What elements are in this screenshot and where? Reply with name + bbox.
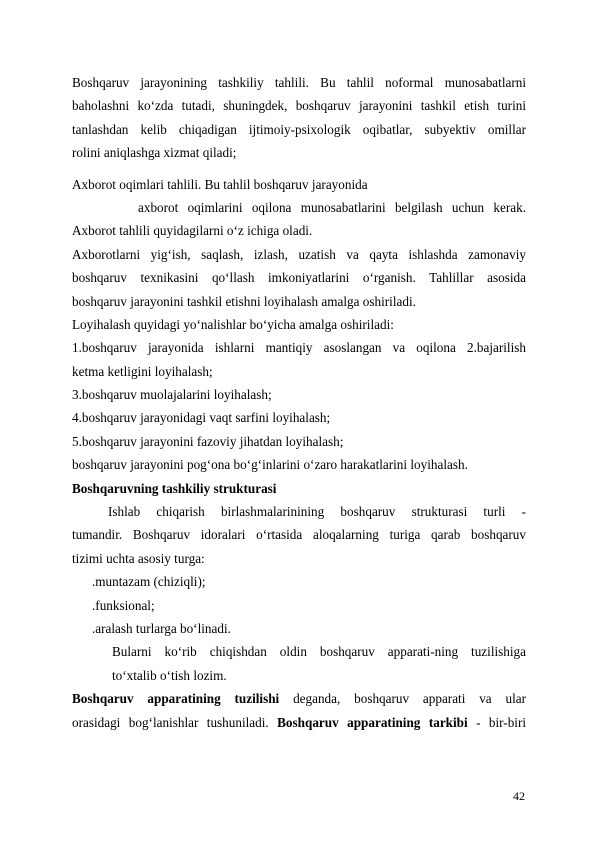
text-fragment: orasidagi bog‘lanishlar tushuniladi. (72, 714, 278, 730)
text-line: axborot oqimlarini oqilona munosabatlarini belgilash uchun kerak. (138, 199, 526, 215)
text-line: Boshqaruv jarayonining tashkiliy tahlili. Bu tahlil noformal munosabatlarni (72, 75, 526, 90)
text-line: tizimi uchta asosiy turga: (72, 550, 205, 566)
term-apparatus-composition: Boshqaruv apparatining tarkibi (277, 714, 468, 730)
term-apparatus-structure: Boshqaruv apparatining tuzilishi (72, 691, 280, 707)
text-line: Axborot oqimlari tahlili. Bu tahlil boshqaruv jarayonida (72, 176, 368, 192)
text-line: boshqaruv jarayonini tashkil etishni loyihalash amalga oshiriladi. (72, 293, 416, 309)
text-line: 1.boshqaruv jarayonida ishlarni mantiqiy asoslangan va oqilona 2.bajarilish (72, 340, 526, 356)
mixed-line-1 (72, 687, 526, 710)
text-line: baholashni ko‘zda tutadi, shuningdek, boshqaruv jarayonini tashkil etish turini (72, 98, 526, 114)
text-fragment: deganda, boshqaruv apparati va ular (279, 691, 526, 707)
text-line: .muntazam (chiziqli); (92, 574, 206, 590)
text-line: .aralash turlarga bo‘linadi. (92, 620, 231, 636)
mixed-line-2 (72, 711, 526, 734)
text-lines (72, 71, 526, 687)
text-line: 4.boshqaruv jarayonidagi vaqt sarfini loyihalash; (72, 410, 331, 426)
text-line: .funksional; (92, 597, 155, 613)
text-line: Ishlab chiqarish birlashmalarinining boshqaruv strukturasi turli - (108, 504, 526, 520)
body-text (72, 71, 526, 734)
text-line: rolini aniqlashga xizmat qiladi; (72, 145, 237, 161)
text-line: ketma ketligini loyihalash; (72, 363, 213, 379)
text-line: Loyihalash quyidagi yo‘nalishlar bo‘yicha amalga oshiriladi: (72, 316, 394, 332)
text-line: Axborot tahlili quyidagilarni o‘z ichiga oladi. (72, 223, 313, 239)
section-heading: Boshqaruvning tashkiliy strukturasi (72, 480, 277, 496)
text-line: 3.boshqaruv muolajalarini loyihalash; (72, 387, 272, 403)
text-line: 5.boshqaruv jarayonini fazoviy jihatdan loyihalash; (72, 433, 344, 449)
page-number: 42 (513, 789, 525, 803)
text-line: boshqaruv jarayonini pog‘ona bo‘g‘inlarini o‘zaro harakatlarini loyihalash. (72, 457, 468, 473)
text-line: tanlashdan kelib chiqadigan ijtimoiy-psixologik oqibatlar, subyektiv omillar (72, 121, 526, 137)
text-fragment: - bir-biri (467, 714, 526, 730)
text-line: Axborotlarni yig‘ish, saqlash, izlash, uzatish va qayta ishlashda zamonaviy (72, 246, 526, 262)
text-line: tumandir. Boshqaruv idoralari o‘rtasida aloqalarning turiga qarab boshqaruv (72, 527, 526, 543)
text-line: Bularni ko‘rib chiqishdan oldin boshqaruv apparati-ning tuzilishiga (112, 644, 526, 660)
paragraph-gap (72, 165, 526, 173)
text-line: boshqaruv texnikasini qo‘llash imkoniyatlarini o‘rganish. Tahlillar asosida (72, 270, 526, 286)
text-line: to‘xtalib o‘tish lozim. (112, 667, 227, 683)
